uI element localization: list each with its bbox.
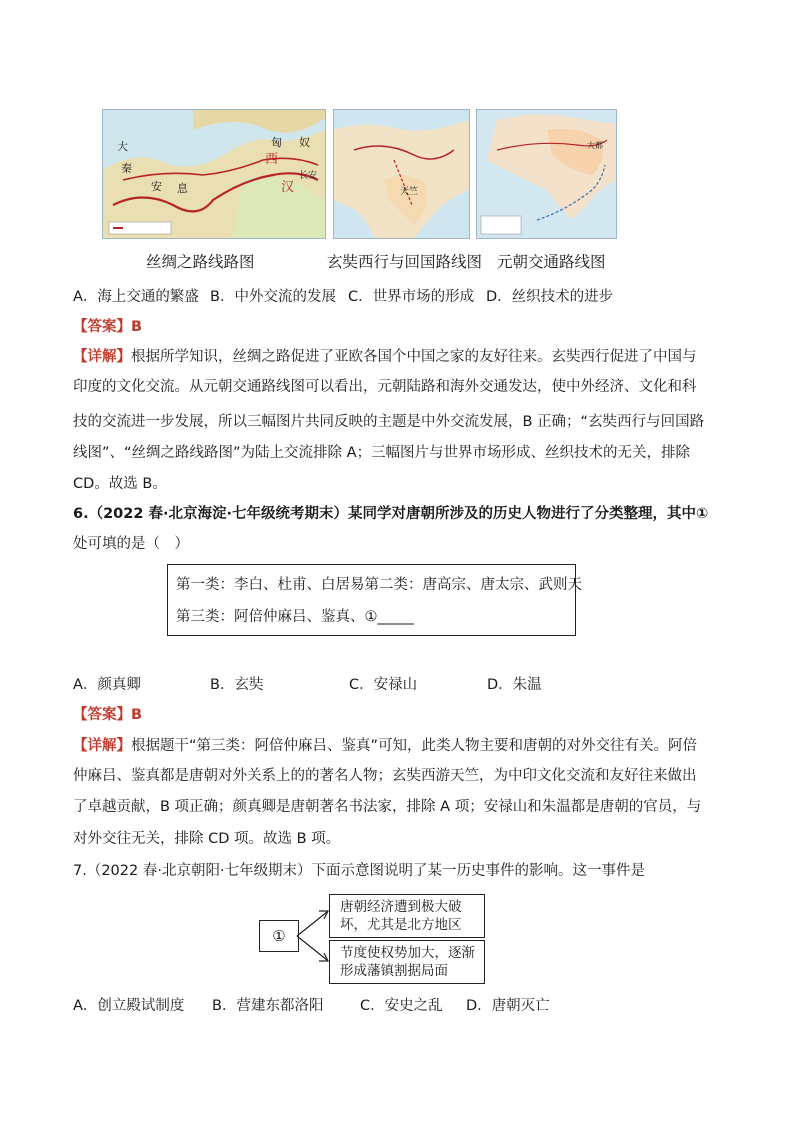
answer-tag: 【答案】 — [73, 707, 131, 723]
map-label: 长安 — [299, 171, 318, 181]
option-a: A．海上交通的繁盛 — [73, 289, 199, 305]
map-label: 西 — [265, 152, 279, 167]
diagram-arrows — [295, 900, 331, 976]
answer-value: B — [131, 707, 143, 723]
detail-text: 仲麻吕、鉴真都是唐朝对外关系上的的著名人物；玄奘西游天竺，为中印文化交流和友好往来做出 — [73, 768, 697, 784]
option-c: C．安史之乱 — [360, 998, 443, 1014]
answer-value: B — [131, 319, 143, 335]
effect-box-economy — [329, 894, 485, 938]
question-7-title: 7.（2022 春·北京朝阳·七年级期末）下面示意图说明了某一历史事件的影响。这一事件是 — [73, 863, 646, 879]
effect-box-jiedushi — [329, 940, 485, 984]
detail-text: 线图”、“丝绸之路线路图”为陆上交流排除 A；三幅图片与世界市场形成、丝织技术的无关，排除 — [73, 445, 691, 461]
detail-text: 技的交流进一步发展，所以三幅图片共同反映的主题是中外交流发展，B 正确；“玄奘西行与回国路 — [73, 414, 705, 430]
detail-tag: 【详解】 — [73, 738, 131, 754]
category-box — [167, 564, 582, 636]
category-line: 第三类：阿倍仲麻吕、鉴真、①_____ — [176, 609, 414, 625]
detail-line — [73, 736, 697, 756]
effect-text: 形成藩镇割据局面 — [340, 963, 448, 979]
option-c: C．世界市场的形成 — [348, 289, 475, 305]
map-label: 天竺 — [400, 187, 419, 197]
detail-text: CD。故选 B。 — [73, 476, 167, 492]
map-label: 大 — [117, 140, 128, 153]
answer-line — [73, 705, 142, 725]
option-b: B．营建东都洛阳 — [212, 998, 324, 1014]
yuan-transport-map — [476, 109, 617, 239]
question-6-title: 处可填的是（ ） — [73, 536, 189, 552]
detail-text: 印度的文化交流。从元朝交通路线图可以看出，元朝陆路和海外交通发达，使中外经济、文化和科 — [73, 379, 697, 395]
detail-line — [73, 347, 697, 367]
detail-text: 根据题干“第三类：阿倍仲麻吕、鉴真”可知，此类人物主要和唐朝的对外交往有关。阿倍 — [131, 738, 698, 754]
option-b: B．中外交流的发展 — [210, 289, 336, 305]
detail-tag: 【详解】 — [73, 349, 131, 365]
map-label: 息 — [177, 182, 188, 195]
xuanzang-route-map-graphic — [334, 110, 469, 238]
answer-line — [73, 317, 142, 337]
arrow-up — [297, 912, 327, 936]
event-marker: ① — [272, 927, 286, 945]
option-c: C．安禄山 — [349, 677, 418, 693]
map-label: 秦 — [121, 162, 132, 175]
map-label: 匈 — [271, 136, 282, 149]
answer-tag: 【答案】 — [73, 319, 131, 335]
xuanzang-route-map — [333, 109, 470, 239]
option-d: D．朱温 — [487, 677, 542, 693]
silk-road-map — [102, 109, 326, 239]
map-label: 汉 — [281, 180, 295, 195]
detail-text: 对外交往无关，排除 CD 项。故选 B 项。 — [73, 831, 341, 847]
effect-text: 坏，尤其是北方地区 — [340, 917, 462, 933]
option-d: D．唐朝灭亡 — [466, 998, 550, 1014]
detail-text: 了卓越贡献，B 项正确；颜真卿是唐朝著名书法家，排除 A 项；安禄山和朱温都是唐朝的官员，与 — [73, 799, 702, 815]
map-caption-silk-road: 丝绸之路线路图 — [146, 253, 255, 271]
map-caption-yuan: 元朝交通路线图 — [497, 253, 606, 271]
map-label: 奴 — [299, 136, 310, 149]
question-6-title: 6.（2022 春·北京海淀·七年级统考期末）某同学对唐朝所涉及的历史人物进行了分类整理，其中① — [73, 506, 709, 522]
event-box — [259, 920, 299, 952]
detail-text: 根据所学知识，丝绸之路促进了亚欧各国个中国之家的友好往来。玄奘西行促进了中国与 — [131, 349, 697, 365]
arrow-down — [297, 936, 327, 960]
option-b: B．玄奘 — [210, 677, 264, 693]
silk-road-map-graphic — [103, 110, 325, 238]
option-a: A．创立殿试制度 — [73, 998, 185, 1014]
map-label: 大都 — [587, 141, 603, 150]
option-d: D．丝织技术的进步 — [486, 289, 614, 305]
category-line: 第一类：李白、杜甫、白居易第二类：唐高宗、唐太宗、武则天 — [176, 577, 582, 593]
map-label: 安 — [151, 180, 162, 193]
map-caption-xuanzang: 玄奘西行与回国路线图 — [327, 253, 483, 271]
yuan-transport-map-graphic — [477, 110, 616, 238]
effect-text: 节度使权势加大，逐渐 — [340, 945, 475, 961]
option-a: A．颜真卿 — [73, 677, 141, 693]
effect-text: 唐朝经济遭到极大破 — [340, 899, 462, 915]
